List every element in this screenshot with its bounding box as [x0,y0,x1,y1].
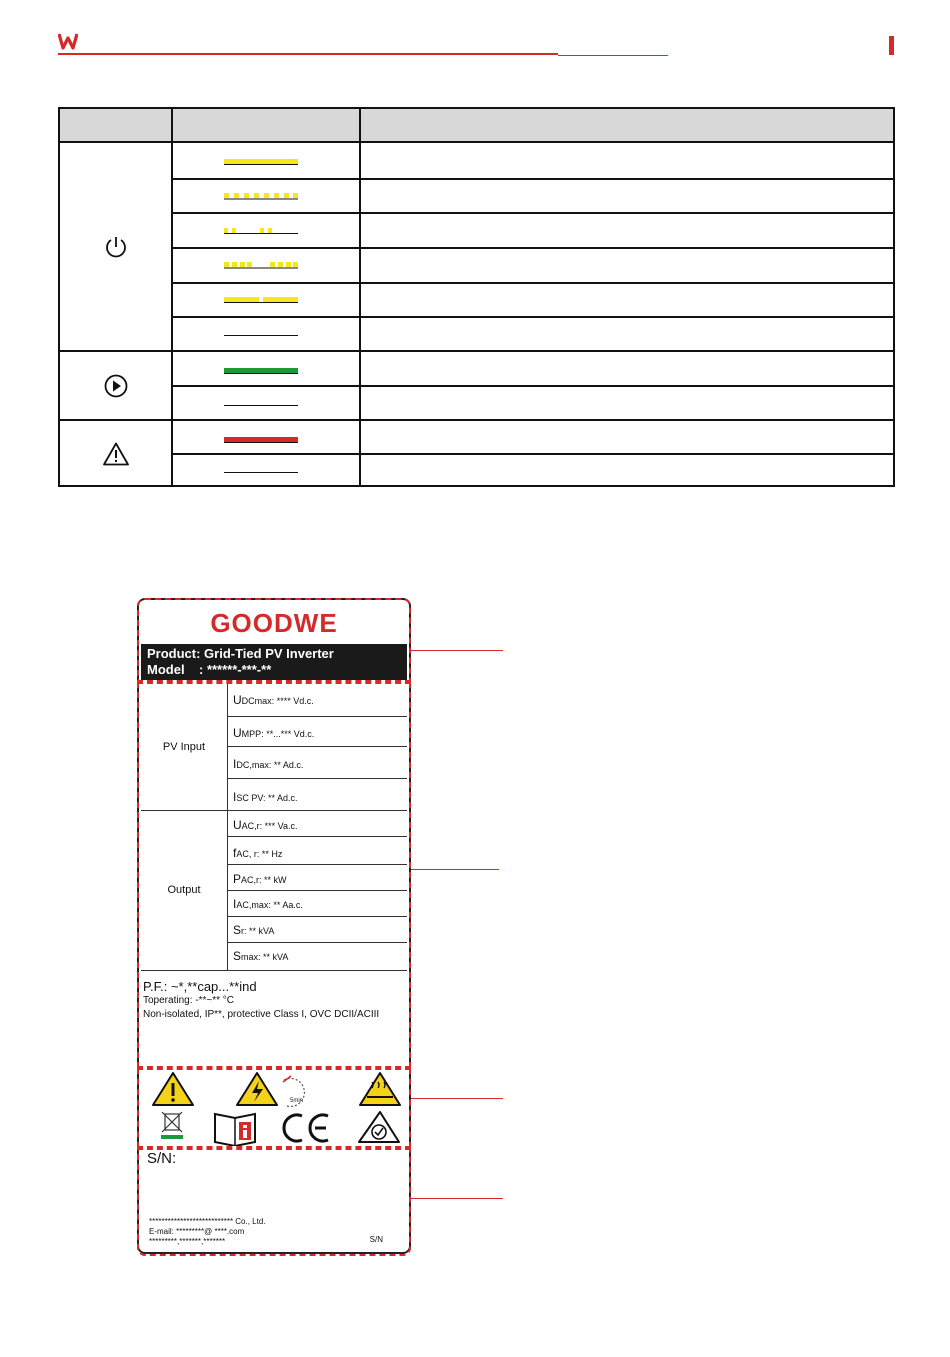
callout-leader-brand [411,650,503,651]
spec-iac-max: IAC,max: ** Aa.c. [233,897,303,911]
callout-leader-symbols [411,1098,503,1099]
grid-divider [227,836,407,837]
led-slow-blink-yellow [224,297,298,303]
brand-logo-mark [58,32,78,50]
brand-logo: GOODWE [210,608,338,638]
led-solid-yellow [224,159,298,165]
discharge-time-text: 5min [290,1098,304,1104]
fault-icon [102,441,130,467]
power-icon-cell [60,143,172,350]
output-label: Output [167,884,201,896]
spec-idc-max: IDC,max: ** Ad.c. [233,757,304,771]
serial-number-barcode-label: S/N [369,1235,383,1244]
grid-divider [227,746,407,747]
group-divider [60,419,893,421]
manual-info-icon [215,1114,255,1146]
header-rule [138,53,248,55]
led-indicator-table [58,107,895,487]
led-single-blink-yellow [224,228,298,234]
serial-block [147,1150,401,1167]
operating-temp-line: Toperating: -**~** °C [143,995,234,1006]
grid-divider [227,778,407,779]
spec-uac-r: UAC,r: *** Va.c. [233,818,298,832]
grid-divider [227,864,407,865]
serial-number-title: S/N: [147,1150,177,1167]
header-rule [558,55,668,56]
power-factor-line: P.F.: ~*,**cap...**ind [143,979,257,994]
spec-umpp: UMPP: **...*** Vd.c. [233,726,315,740]
product-model-bar [141,644,407,680]
address-line: *********,*******,******* [149,1237,226,1246]
hot-surface-icon [360,1073,400,1105]
email-line: E-mail: *********@ ****.com [149,1227,245,1236]
power-icon [103,234,129,260]
spec-fac-r: fAC, r: ** Hz [233,846,283,860]
callout-leader-serial [411,1198,503,1199]
run-icon [103,373,129,399]
header-rule [58,53,138,55]
spec-sr: Sr: ** kVA [233,923,275,937]
run-icon-cell [60,352,172,419]
model-line: Model : ******-***-** [147,662,272,677]
callout-leader-specs [411,869,499,870]
safety-symbols [147,1070,405,1146]
nameplate-notes [143,980,405,1022]
column-divider [359,109,361,485]
led-status-samples [224,153,304,493]
grid-divider [227,942,407,943]
weee-bin-icon [161,1112,183,1139]
grid-divider [227,890,407,891]
fault-icon-cell [60,421,172,487]
group-divider [60,350,893,352]
led-solid-green [224,368,298,374]
led-solid-red [224,437,298,443]
spec-grid [141,684,407,970]
product-line: Product: Grid-Tied PV Inverter [147,646,334,661]
grid-divider [227,684,228,970]
protection-class-line: Non-isolated, IP**, protective Class I, OVC DCII/ACIII [143,1009,380,1020]
inverter-nameplate [137,598,411,1254]
page-edge-marker [889,36,894,55]
rcm-mark-icon [359,1112,399,1142]
led-fast-blink-yellow [224,193,298,199]
spec-smax: Smax: ** kVA [233,949,289,963]
led-double-blink-yellow [224,262,298,268]
table-header-row [60,109,893,143]
spec-pac-r: PAC,r: ** kW [233,872,287,886]
ce-mark-icon [284,1115,328,1141]
electric-shock-discharge-icon [237,1073,304,1106]
pv-input-label: PV Input [162,741,206,753]
warning-icon [153,1073,193,1105]
grid-divider [141,970,407,971]
spec-udc-max: UDCmax: **** Vd.c. [233,693,314,707]
spec-isc-pv: ISC PV: ** Ad.c. [233,790,298,804]
grid-divider [227,916,407,917]
grid-divider [227,716,407,717]
header-rule [248,53,558,55]
company-line: *************************** Co., Ltd. [149,1217,266,1226]
